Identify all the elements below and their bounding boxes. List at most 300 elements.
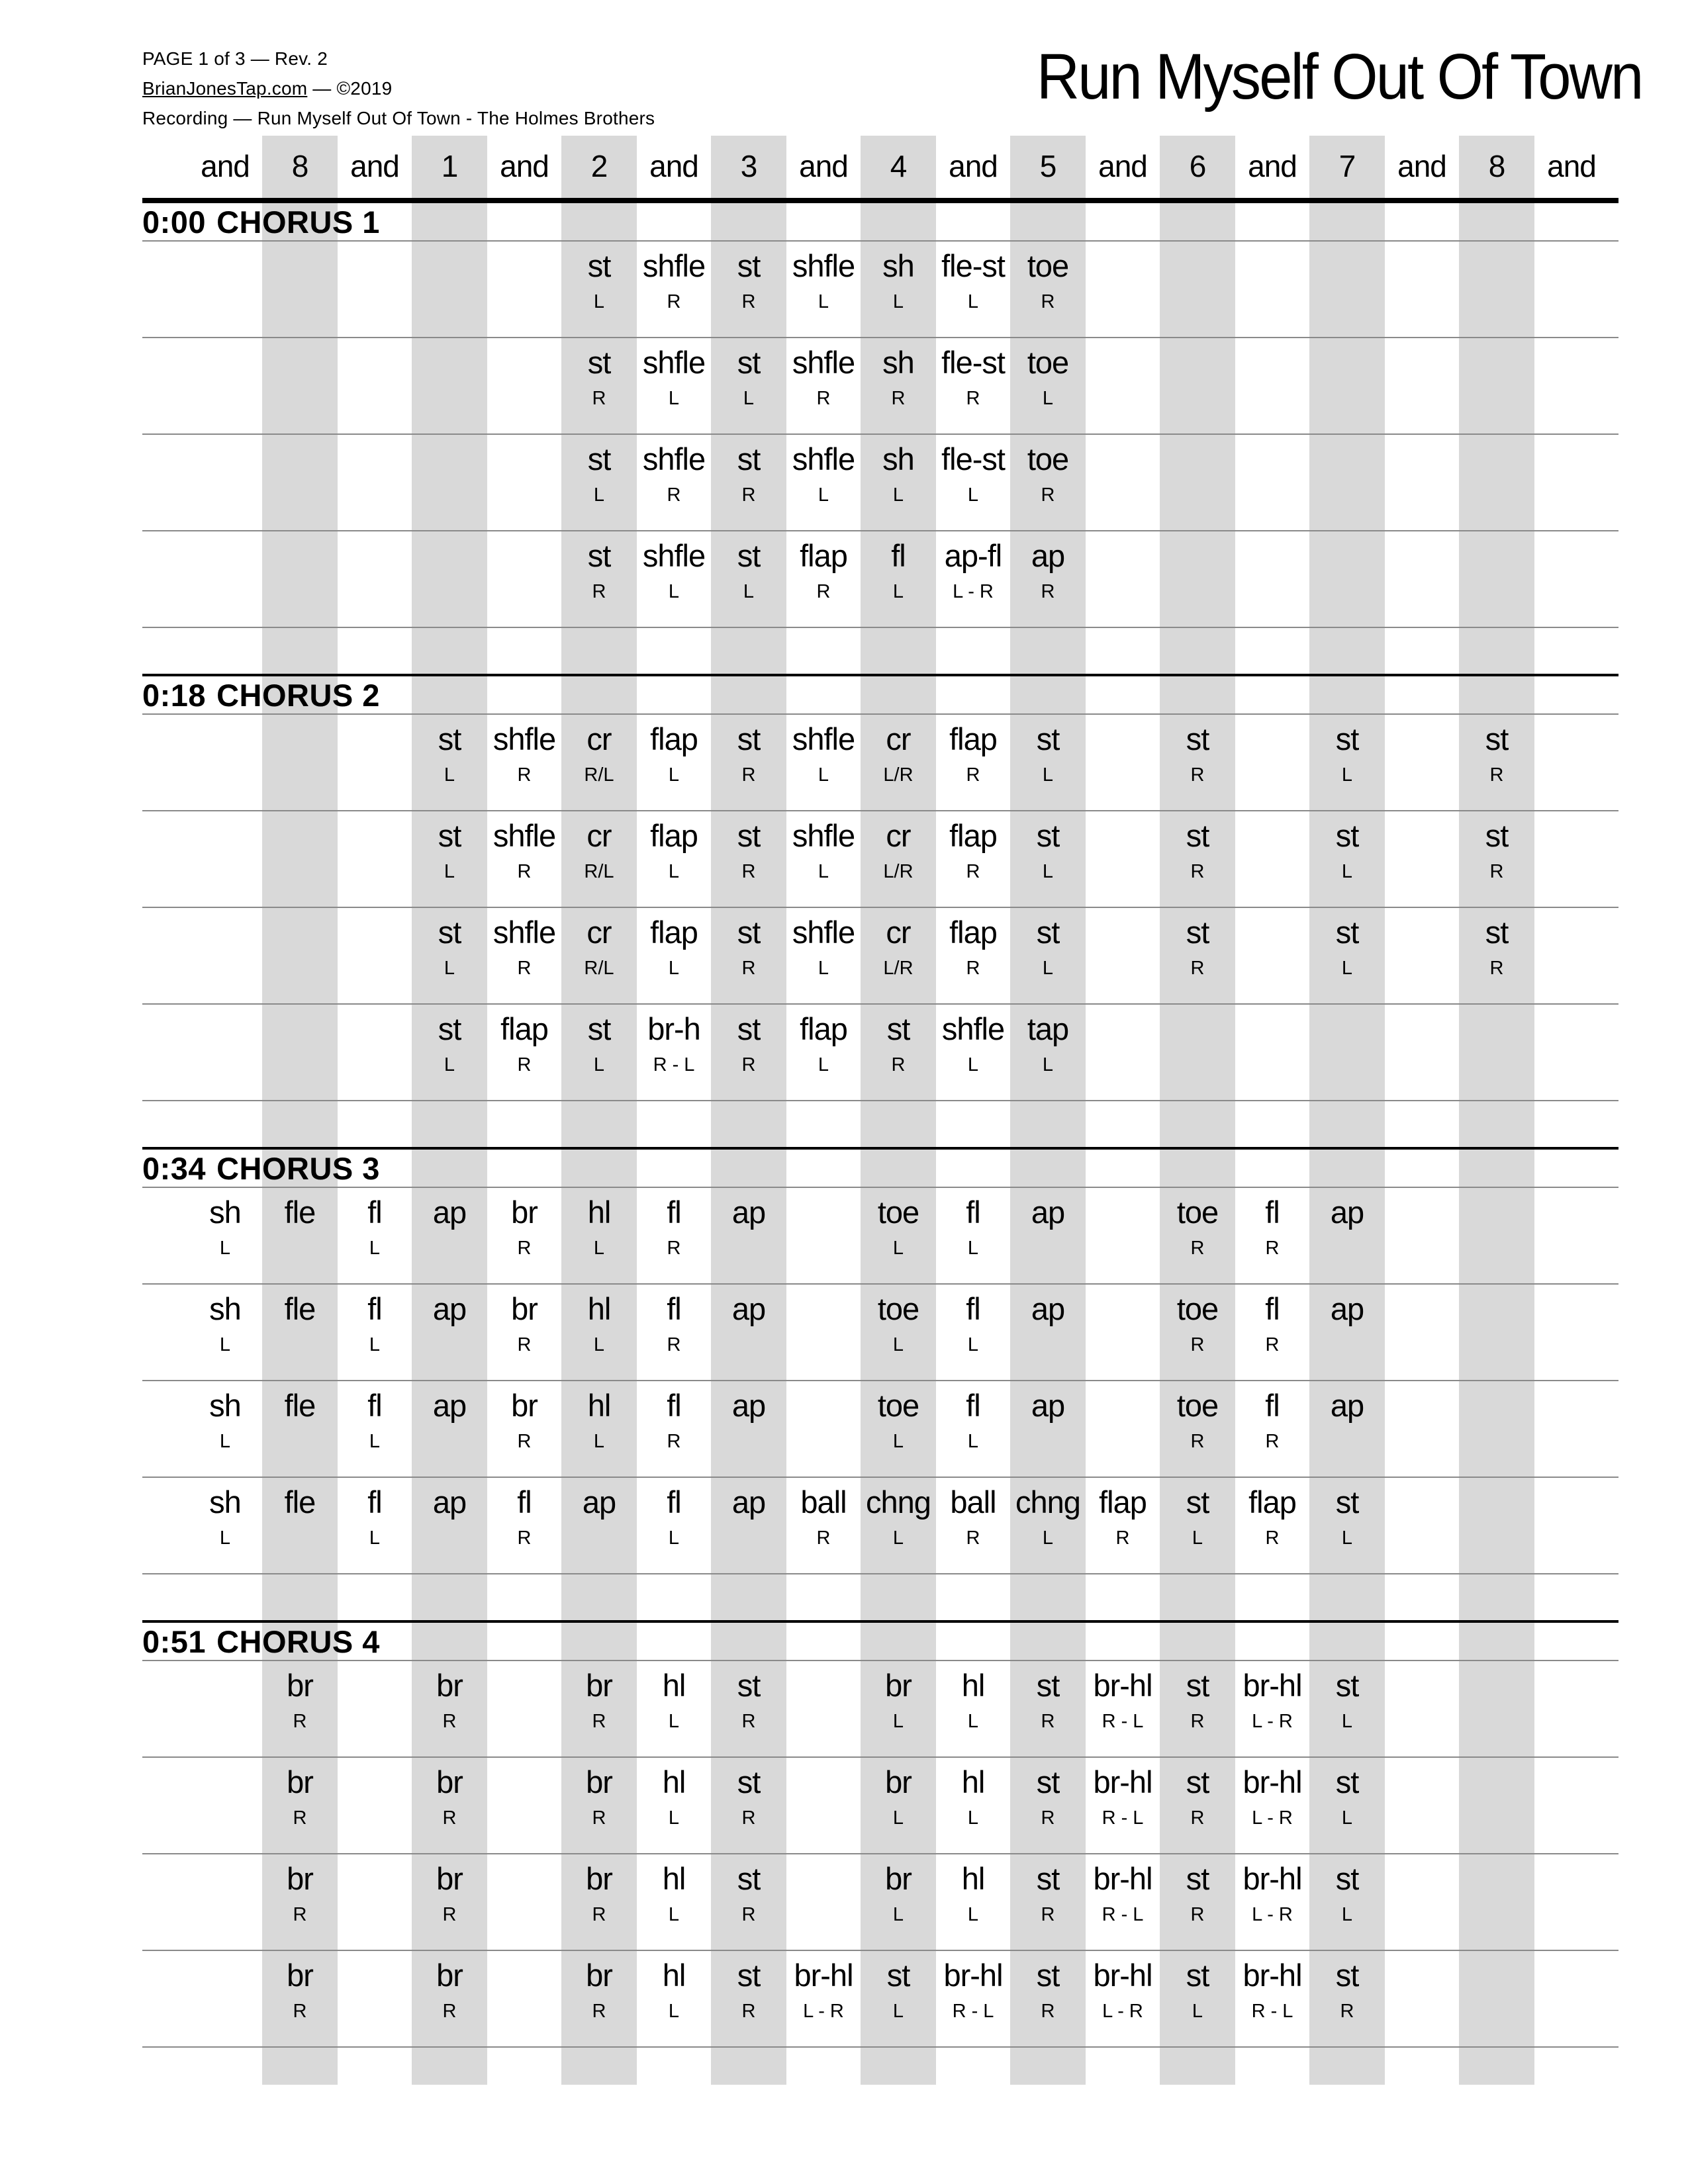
- step-cell: [412, 1854, 487, 1925]
- step-cell: [786, 811, 861, 882]
- foot-label: L: [668, 2001, 680, 2022]
- step-cell: [1160, 1661, 1235, 1731]
- step-cell: [1309, 1854, 1385, 1925]
- step-name: br-hl: [1093, 1861, 1152, 1896]
- step-name: ap: [731, 1484, 766, 1520]
- foot-label: L: [593, 484, 605, 506]
- notation-row: [142, 811, 1618, 908]
- step-name: st: [1036, 818, 1060, 853]
- foot-label: L: [444, 861, 455, 882]
- foot-label: L - R: [1252, 1711, 1293, 1732]
- foot-label: L: [1192, 2001, 1203, 2022]
- foot-label: R: [517, 958, 532, 979]
- step-name: st: [886, 1958, 910, 1993]
- step-cell: [1010, 1661, 1086, 1731]
- foot-label: R: [966, 388, 980, 409]
- foot-label: R: [891, 1054, 906, 1075]
- foot-label: R: [293, 1711, 307, 1732]
- step-cell: [337, 1285, 412, 1355]
- section-time: 0:51: [142, 1623, 207, 1659]
- step-name: st: [1335, 1484, 1359, 1520]
- section-spacer: [142, 2048, 1618, 2093]
- foot-label: L: [668, 764, 680, 786]
- step-name: ap: [731, 1388, 766, 1423]
- count-label: 7: [1338, 149, 1356, 183]
- step-name: st: [1036, 915, 1060, 950]
- step-cell: [1160, 1951, 1235, 2021]
- step-name: flap: [800, 1011, 847, 1046]
- foot-label: R - L: [1102, 1904, 1144, 1925]
- step-name: shfle: [642, 441, 706, 477]
- step-name: chng: [866, 1484, 931, 1520]
- foot-label: R: [667, 1431, 681, 1452]
- step-cell: [1085, 1854, 1160, 1925]
- foot-label: R: [816, 581, 831, 602]
- step-name: ap: [1031, 1388, 1065, 1423]
- foot-label: R: [1041, 1904, 1055, 1925]
- step-cell: [412, 1188, 487, 1239]
- site-link[interactable]: BrianJonesTap.com: [142, 78, 308, 99]
- step-cell: [1160, 1854, 1235, 1925]
- foot-label: R: [442, 1904, 457, 1925]
- count-label: and: [350, 149, 399, 183]
- step-name: fl: [367, 1291, 382, 1326]
- step-name: st: [438, 915, 461, 950]
- foot-label: R: [1489, 764, 1504, 786]
- step-name: ap: [432, 1484, 467, 1520]
- section-spacer: [142, 1574, 1618, 1620]
- foot-label: L: [1341, 1807, 1353, 1829]
- step-name: toe: [1027, 441, 1069, 477]
- step-cell: [561, 531, 637, 602]
- step-name: sh: [209, 1388, 241, 1423]
- foot-label: L: [668, 581, 680, 602]
- step-name: br-hl: [1243, 1764, 1302, 1799]
- step-name: fl: [667, 1195, 681, 1230]
- foot-label: R: [1041, 484, 1055, 506]
- foot-label: R: [517, 1334, 532, 1355]
- step-cell: [935, 1758, 1011, 1828]
- step-cell: [861, 1661, 936, 1731]
- step-cell: [1235, 1188, 1310, 1258]
- step-cell: [636, 1188, 712, 1258]
- foot-label: L: [593, 1431, 605, 1452]
- foot-label: R: [517, 1238, 532, 1259]
- step-cell: [861, 1758, 936, 1828]
- step-cell: [561, 715, 637, 785]
- foot-label: L/R: [883, 861, 914, 882]
- foot-label: R: [741, 1904, 756, 1925]
- step-cell: [337, 1478, 412, 1548]
- step-name: fle-st: [941, 248, 1005, 283]
- step-cell: [561, 338, 637, 408]
- foot-label: R: [293, 2001, 307, 2022]
- step-cell: [1085, 1661, 1160, 1731]
- count-label: 1: [441, 149, 458, 183]
- step-name: ap: [731, 1291, 766, 1326]
- step-name: st: [1186, 1861, 1209, 1896]
- step-name: st: [438, 818, 461, 853]
- foot-label: R: [517, 764, 532, 786]
- foot-label: L: [892, 291, 904, 312]
- foot-label: L: [892, 1238, 904, 1259]
- step-name: cr: [586, 915, 612, 950]
- step-cell: [786, 908, 861, 978]
- step-cell: [711, 1951, 786, 2021]
- foot-label: R: [592, 388, 606, 409]
- step-name: hl: [587, 1291, 611, 1326]
- foot-label: R: [741, 291, 756, 312]
- foot-label: R: [741, 1807, 756, 1829]
- step-cell: [412, 715, 487, 785]
- step-cell: [412, 908, 487, 978]
- foot-label: L: [1042, 764, 1054, 786]
- foot-label: L: [1042, 861, 1054, 882]
- step-name: st: [587, 1011, 611, 1046]
- step-cell: [636, 715, 712, 785]
- foot-label: L: [593, 1054, 605, 1075]
- step-cell: [636, 1661, 712, 1731]
- step-name: ap: [1330, 1291, 1364, 1326]
- foot-label: L: [892, 581, 904, 602]
- step-cell: [935, 811, 1011, 882]
- notation-row: [142, 1478, 1618, 1574]
- step-name: shfle: [792, 818, 855, 853]
- step-cell: [1160, 1188, 1235, 1258]
- step-name: br: [287, 1861, 313, 1896]
- step-name: hl: [662, 1958, 686, 1993]
- step-cell: [561, 1285, 637, 1355]
- foot-label: R: [1190, 958, 1205, 979]
- step-name: st: [1485, 721, 1509, 756]
- step-name: flap: [949, 818, 997, 853]
- notation-row: [142, 715, 1618, 811]
- step-name: br: [287, 1668, 313, 1703]
- step-cell: [935, 1188, 1011, 1258]
- step-name: br-hl: [1243, 1668, 1302, 1703]
- step-name: br: [885, 1668, 912, 1703]
- foot-label: R: [1190, 1238, 1205, 1259]
- foot-label: L: [818, 1054, 829, 1075]
- foot-label: L: [967, 1807, 979, 1829]
- step-name: hl: [961, 1861, 985, 1896]
- step-name: st: [737, 538, 761, 573]
- step-cell: [412, 1951, 487, 2021]
- step-cell: [187, 1188, 263, 1258]
- step-cell: [861, 1188, 936, 1258]
- foot-label: L: [668, 861, 680, 882]
- step-cell: [861, 715, 936, 785]
- foot-label: R/L: [584, 958, 614, 979]
- foot-label: R: [592, 2001, 606, 2022]
- step-name: st: [737, 818, 761, 853]
- foot-label: L: [369, 1238, 381, 1259]
- foot-label: R: [667, 291, 681, 312]
- count-label: and: [649, 149, 698, 183]
- step-name: sh: [882, 441, 914, 477]
- foot-label: L: [444, 764, 455, 786]
- section-name: CHORUS 4: [216, 1623, 380, 1659]
- foot-label: R: [442, 1711, 457, 1732]
- step-name: flap: [1248, 1484, 1296, 1520]
- step-name: ap: [432, 1195, 467, 1230]
- step-cell: [1010, 1285, 1086, 1336]
- foot-label: R: [442, 2001, 457, 2022]
- step-name: st: [1335, 721, 1359, 756]
- foot-label: L: [219, 1238, 231, 1259]
- step-cell: [935, 435, 1011, 505]
- foot-label: R - L: [952, 2001, 994, 2022]
- step-cell: [1235, 1661, 1310, 1731]
- section-time: 0:18: [142, 677, 207, 713]
- step-name: fl: [367, 1388, 382, 1423]
- section-name: CHORUS 2: [216, 677, 380, 713]
- step-cell: [487, 1381, 562, 1451]
- step-cell: [487, 1005, 562, 1075]
- step-cell: [561, 435, 637, 505]
- step-name: br: [287, 1764, 313, 1799]
- step-name: st: [1036, 1668, 1060, 1703]
- foot-label: R/L: [584, 764, 614, 786]
- step-cell: [935, 908, 1011, 978]
- step-cell: [1160, 1758, 1235, 1828]
- step-name: fl: [367, 1195, 382, 1230]
- step-cell: [187, 1285, 263, 1355]
- step-name: fl: [667, 1291, 681, 1326]
- foot-label: R: [667, 484, 681, 506]
- step-cell: [1085, 1951, 1160, 2021]
- step-name: st: [1335, 1861, 1359, 1896]
- foot-label: R: [1265, 1527, 1280, 1549]
- foot-label: L: [668, 1711, 680, 1732]
- step-name: st: [1335, 1764, 1359, 1799]
- step-cell: [711, 242, 786, 312]
- step-name: flap: [800, 538, 847, 573]
- section-name: CHORUS 3: [216, 1150, 380, 1186]
- notation-row: [142, 1854, 1618, 1951]
- foot-label: R - L: [1102, 1807, 1144, 1829]
- foot-label: R: [592, 581, 606, 602]
- step-name: sh: [209, 1195, 241, 1230]
- foot-label: L: [743, 388, 755, 409]
- step-cell: [1010, 435, 1086, 505]
- foot-label: L: [1042, 1527, 1054, 1549]
- foot-label: R: [1489, 958, 1504, 979]
- step-name: st: [737, 1861, 761, 1896]
- foot-label: L: [593, 291, 605, 312]
- step-cell: [1010, 1381, 1086, 1432]
- step-name: hl: [662, 1861, 686, 1896]
- step-name: fl: [966, 1291, 980, 1326]
- step-name: fl: [517, 1484, 532, 1520]
- step-cell: [1010, 1188, 1086, 1239]
- foot-label: R: [517, 1054, 532, 1075]
- notation-row: [142, 1285, 1618, 1381]
- foot-label: R: [517, 861, 532, 882]
- foot-label: L: [892, 1431, 904, 1452]
- step-name: st: [438, 1011, 461, 1046]
- step-name: ap: [582, 1484, 616, 1520]
- step-name: sh: [882, 345, 914, 380]
- step-cell: [1235, 1478, 1310, 1548]
- foot-label: R: [293, 1807, 307, 1829]
- step-cell: [262, 1381, 338, 1432]
- notation-row: [142, 1661, 1618, 1758]
- step-name: flap: [1099, 1484, 1147, 1520]
- foot-label: R: [741, 958, 756, 979]
- step-cell: [561, 1381, 637, 1451]
- step-cell: [487, 908, 562, 978]
- count-label: 8: [1488, 149, 1505, 183]
- step-name: fle: [284, 1484, 316, 1520]
- step-name: ap: [731, 1195, 766, 1230]
- step-cell: [861, 435, 936, 505]
- step-name: st: [1186, 915, 1209, 950]
- step-name: st: [737, 915, 761, 950]
- step-name: shfle: [492, 818, 556, 853]
- step-name: toe: [1027, 345, 1069, 380]
- step-name: br-hl: [1243, 1958, 1302, 1993]
- step-name: br: [586, 1861, 612, 1896]
- foot-label: R: [1489, 861, 1504, 882]
- foot-label: L: [967, 1431, 979, 1452]
- foot-label: L: [219, 1431, 231, 1452]
- step-name: shfle: [941, 1011, 1005, 1046]
- step-name: sh: [209, 1484, 241, 1520]
- step-cell: [1010, 1758, 1086, 1828]
- foot-label: R: [1190, 764, 1205, 786]
- step-name: br-h: [647, 1011, 700, 1046]
- step-name: fl: [367, 1484, 382, 1520]
- step-name: st: [587, 441, 611, 477]
- step-name: st: [737, 248, 761, 283]
- foot-label: L: [892, 1904, 904, 1925]
- foot-label: R - L: [1102, 1711, 1144, 1732]
- step-name: ap: [1031, 1195, 1065, 1230]
- count-label: and: [1547, 149, 1596, 183]
- foot-label: R: [741, 764, 756, 786]
- step-name: tap: [1027, 1011, 1069, 1046]
- foot-label: L: [892, 1334, 904, 1355]
- foot-label: R: [1340, 2001, 1354, 2022]
- step-name: fle-st: [941, 345, 1005, 380]
- step-name: hl: [662, 1764, 686, 1799]
- step-name: ap: [432, 1388, 467, 1423]
- step-cell: [412, 1005, 487, 1075]
- foot-label: R: [816, 388, 831, 409]
- step-cell: [1309, 715, 1385, 785]
- step-name: sh: [882, 248, 914, 283]
- step-name: toe: [1176, 1388, 1219, 1423]
- foot-label: L: [668, 1527, 680, 1549]
- foot-label: L: [369, 1334, 381, 1355]
- recording-info: Recording — Run Myself Out Of Town - The Holmes Brothers: [142, 108, 655, 128]
- foot-label: R: [1190, 1431, 1205, 1452]
- notation-row: [142, 1951, 1618, 2048]
- step-name: sh: [209, 1291, 241, 1326]
- step-cell: [935, 1478, 1011, 1548]
- step-name: ap: [1330, 1388, 1364, 1423]
- foot-label: L: [1042, 388, 1054, 409]
- foot-label: R: [667, 1334, 681, 1355]
- step-cell: [262, 1758, 338, 1828]
- foot-label: L: [892, 484, 904, 506]
- step-cell: [1010, 1951, 1086, 2021]
- foot-label: R: [966, 861, 980, 882]
- step-cell: [1309, 908, 1385, 978]
- foot-label: R: [966, 958, 980, 979]
- step-cell: [1160, 715, 1235, 785]
- step-cell: [711, 1285, 786, 1336]
- step-name: st: [1186, 721, 1209, 756]
- step-cell: [935, 1285, 1011, 1355]
- section-header-4: [142, 1620, 1618, 1661]
- step-cell: [412, 1661, 487, 1731]
- step-cell: [487, 715, 562, 785]
- foot-label: R: [517, 1431, 532, 1452]
- step-cell: [561, 1478, 637, 1529]
- notation-row: [142, 1005, 1618, 1101]
- foot-label: R: [966, 1527, 980, 1549]
- foot-label: L: [444, 1054, 455, 1075]
- step-name: fl: [1265, 1195, 1280, 1230]
- count-label: and: [500, 149, 549, 183]
- foot-label: R: [1115, 1527, 1130, 1549]
- step-name: shfle: [642, 538, 706, 573]
- step-cell: [561, 1188, 637, 1258]
- step-cell: [711, 1381, 786, 1432]
- step-cell: [262, 1854, 338, 1925]
- step-name: br-hl: [1243, 1861, 1302, 1896]
- foot-label: R: [741, 1711, 756, 1732]
- step-cell: [711, 531, 786, 602]
- page-meta: [142, 44, 655, 133]
- step-cell: [636, 435, 712, 505]
- step-cell: [1010, 242, 1086, 312]
- count-label: and: [949, 149, 998, 183]
- step-cell: [786, 338, 861, 408]
- step-cell: [1235, 1758, 1310, 1828]
- step-name: br: [586, 1668, 612, 1703]
- step-name: ap: [432, 1291, 467, 1326]
- step-cell: [861, 338, 936, 408]
- foot-label: L: [1042, 1054, 1054, 1075]
- step-cell: [786, 1478, 861, 1548]
- foot-label: R: [1190, 1711, 1205, 1732]
- step-cell: [786, 1951, 861, 2021]
- step-name: br: [436, 1764, 463, 1799]
- foot-label: L: [967, 484, 979, 506]
- step-cell: [786, 531, 861, 602]
- step-name: shfle: [792, 915, 855, 950]
- step-cell: [861, 1381, 936, 1451]
- foot-label: L: [1341, 1904, 1353, 1925]
- step-cell: [1309, 1758, 1385, 1828]
- count-header-row: [142, 136, 1618, 201]
- section-header-2: [142, 674, 1618, 715]
- foot-label: L: [369, 1527, 381, 1549]
- step-name: st: [1036, 1764, 1060, 1799]
- step-cell: [412, 1478, 487, 1529]
- step-name: br: [511, 1291, 538, 1326]
- foot-label: R: [592, 1711, 606, 1732]
- foot-label: R: [592, 1807, 606, 1829]
- copyright-text: — ©2019: [307, 78, 393, 99]
- step-cell: [1309, 1188, 1385, 1239]
- step-cell: [1160, 1381, 1235, 1451]
- step-cell: [561, 1854, 637, 1925]
- foot-label: L: [219, 1334, 231, 1355]
